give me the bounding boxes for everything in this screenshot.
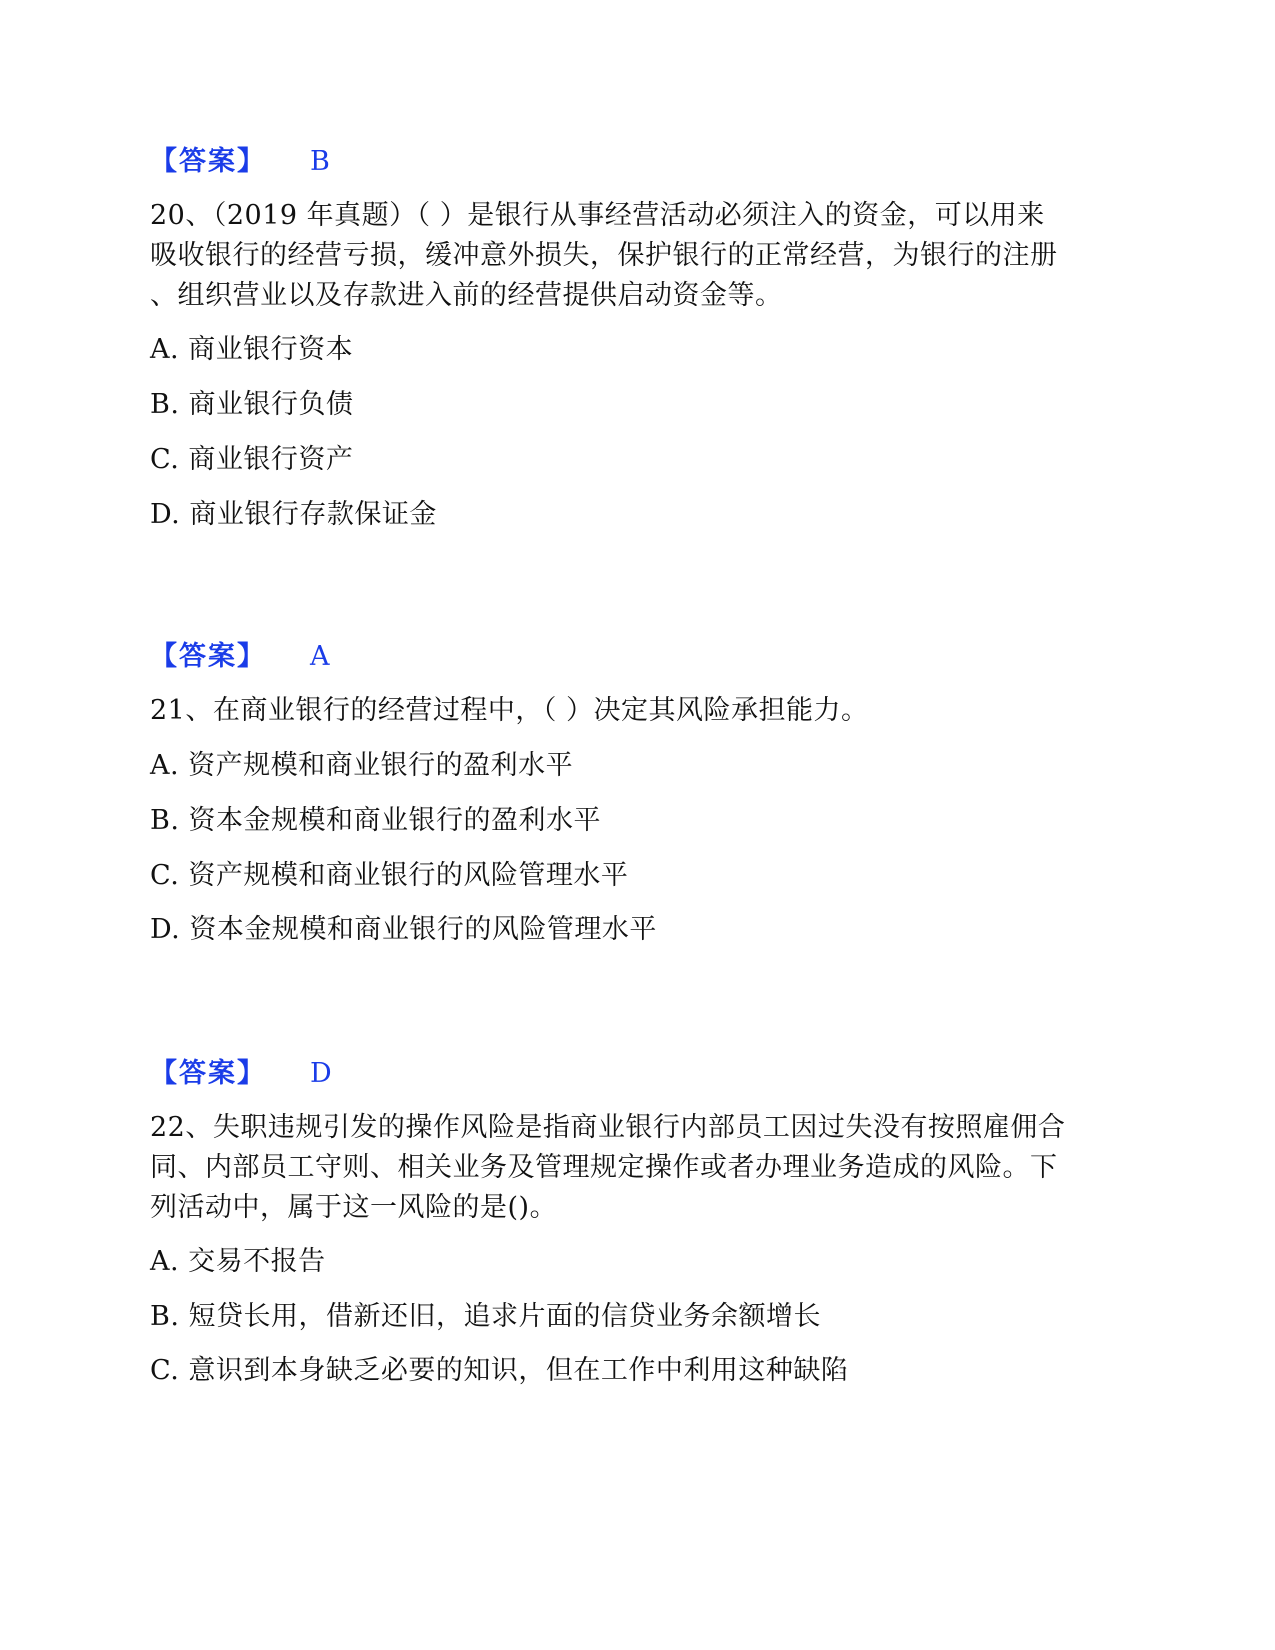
answer-value: A bbox=[310, 641, 330, 672]
answer-value: B bbox=[310, 146, 331, 177]
question-text: 同、内部员工守则、相关业务及管理规定操作或者办理业务造成的风险。下 bbox=[150, 1152, 1058, 1183]
answer-line bbox=[150, 142, 330, 182]
option-d: D. 资本金规模和商业银行的风险管理水平 bbox=[150, 914, 657, 945]
answer-line bbox=[150, 637, 330, 677]
answer-label: 【答案】 bbox=[150, 641, 266, 672]
option-c: C. 资产规模和商业银行的风险管理水平 bbox=[150, 860, 629, 891]
answer-label: 【答案】 bbox=[150, 146, 266, 177]
option-c: C. 意识到本身缺乏必要的知识，但在工作中利用这种缺陷 bbox=[150, 1355, 849, 1386]
question-text: 22、失职违规引发的操作风险是指商业银行内部员工因过失没有按照雇佣合 bbox=[150, 1112, 1066, 1143]
question-text: 20、（2019 年真题）（ ）是银行从事经营活动必须注入的资金，可以用来 bbox=[150, 200, 1045, 231]
option-a: A. 资产规模和商业银行的盈利水平 bbox=[150, 750, 574, 781]
question-text: 、组织营业以及存款进入前的经营提供启动资金等。 bbox=[150, 280, 783, 311]
question-text: 列活动中，属于这一风险的是()。 bbox=[150, 1192, 558, 1223]
option-b: B. 短贷长用，借新还旧，追求片面的信贷业务余额增长 bbox=[150, 1301, 822, 1332]
option-d: D. 商业银行存款保证金 bbox=[150, 499, 437, 530]
option-a: A. 商业银行资本 bbox=[150, 334, 354, 365]
option-b: B. 资本金规模和商业银行的盈利水平 bbox=[150, 805, 602, 836]
question-text: 21、在商业银行的经营过程中，（ ）决定其风险承担能力。 bbox=[150, 695, 869, 726]
answer-value: D bbox=[310, 1058, 333, 1089]
answer-label: 【答案】 bbox=[150, 1058, 266, 1089]
option-c: C. 商业银行资产 bbox=[150, 444, 354, 475]
option-b: B. 商业银行负债 bbox=[150, 389, 354, 420]
answer-line bbox=[150, 1054, 332, 1094]
option-a: A. 交易不报告 bbox=[150, 1246, 326, 1277]
question-text: 吸收银行的经营亏损，缓冲意外损失，保护银行的正常经营，为银行的注册 bbox=[150, 240, 1058, 271]
